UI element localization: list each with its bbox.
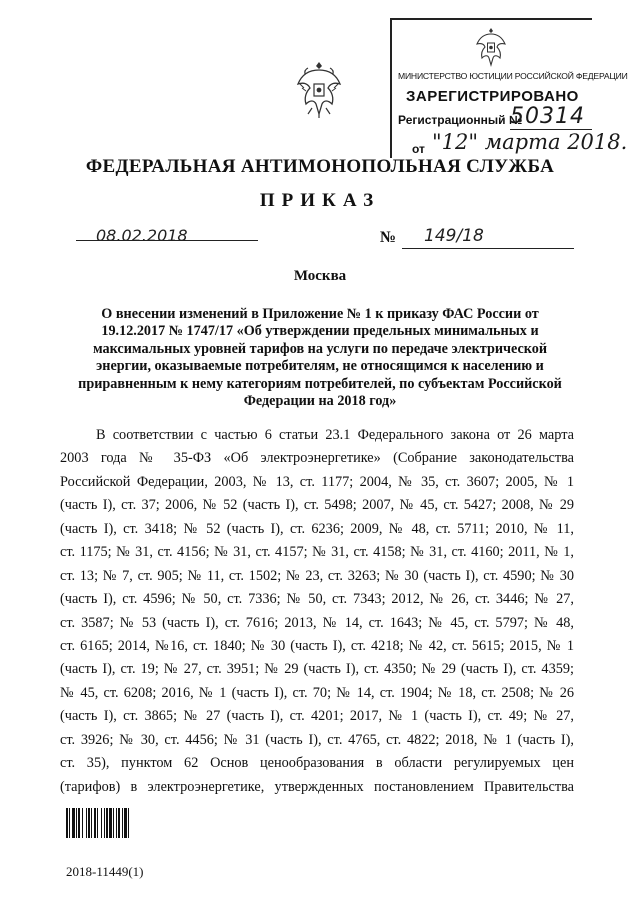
registration-stamp	[390, 18, 628, 158]
body-line: ст. 1175; № 31, ст. 4156; № 31, ст. 4157; № 31, ст. 4158; № 31, ст. 4160; 2011, № 1,	[60, 544, 574, 561]
barcode-bar	[128, 808, 129, 838]
barcode-bar	[122, 808, 123, 838]
body-line: (часть I), ст. 4596; № 50, ст. 7336; № 50, ст. 7343; 2012, № 26, ст. 3446; № 27,	[60, 591, 574, 608]
stamp-date: "12" марта 2018.	[432, 130, 628, 154]
city: Москва	[293, 268, 347, 284]
body-line: (часть I), ст. 3865; № 27 (часть I), ст. 4201; 2017, № 1 (часть I), ст. 49; № 27,	[60, 708, 574, 725]
barcode-bar	[104, 808, 105, 838]
stamp-date-label: от	[412, 142, 425, 156]
title-line: Федерации на 2018 год»	[243, 393, 397, 410]
body-line: Российской Федерации, 2003, № 13, ст. 1177; 2004, № 35, ст. 3607; 2005, № 1	[60, 473, 574, 490]
document-title	[60, 306, 580, 410]
body-line: ст. 6165; 2014, №16, ст. 1840; № 30 (часть I), ст. 4218; № 42, ст. 5615; 2015, № 1	[60, 637, 574, 654]
barcode-bar	[116, 808, 117, 838]
barcode-bar	[78, 808, 80, 838]
barcode-bar	[101, 808, 102, 838]
title-line: приравненным к нему категориям потребителей, по субъектам Российской	[78, 375, 562, 392]
stamp-ministry: МИНИСТЕРСТВО ЮСТИЦИИ РОССИЙСКОЙ ФЕДЕРАЦИИ	[398, 71, 628, 81]
title-line: О внесении изменений в Приложение № 1 к приказу ФАС России от	[101, 306, 539, 322]
barcode-bar	[109, 808, 112, 838]
barcode-bar	[94, 808, 96, 838]
barcode-bar	[118, 808, 120, 838]
stamp-reg-number-label: Регистрационный №	[398, 113, 523, 127]
title-line: энергии, оказываемые потребителям, не относящимся к населению и	[96, 358, 544, 375]
body-line: (тарифов) в электроэнергетике, утвержденных постановлением Правительства	[60, 778, 574, 795]
barcode	[66, 808, 158, 838]
barcode-bar	[124, 808, 127, 838]
body-text	[60, 424, 574, 799]
document-type: ПРИКАЗ	[259, 190, 381, 211]
barcode-bar	[86, 808, 87, 838]
body-line: (часть I), ст. 37; 2006, № 52 (часть I), ст. 5498; 2007, № 45, ст. 5427; 2008, № 29	[60, 497, 574, 514]
body-line: № 45, ст. 6208; 2016, № 1 (часть I), ст. 70; № 14, ст. 1904; № 18, ст. 2508; № 26	[60, 684, 574, 701]
barcode-bar	[106, 808, 108, 838]
barcode-bar	[66, 808, 68, 838]
barcode-bar	[113, 808, 114, 838]
body-line: ст. 3926; № 30, ст. 4456; № 31 (часть I), ст. 4765, ст. 4822; 2018, № 1 (часть I),	[60, 731, 574, 748]
body-line: ст. 13; № 7, ст. 905; № 11, ст. 1502; № 23, ст. 3263; № 30 (часть I), ст. 4590; № 30	[60, 567, 574, 584]
order-date-underline	[76, 240, 258, 241]
number-sign: №	[380, 229, 397, 246]
state-emblem-icon	[294, 58, 344, 120]
barcode-bar	[88, 808, 90, 838]
order-number: 149/18	[424, 226, 484, 246]
stamp-reg-number: 50314	[510, 104, 592, 130]
stamp-emblem-icon	[474, 26, 508, 68]
document-code: 2018-11449(1)	[66, 864, 144, 879]
order-date: 08.02.2018	[96, 226, 188, 245]
stamp-registered: ЗАРЕГИСТРИРОВАНО	[406, 88, 579, 105]
barcode-bar	[72, 808, 75, 838]
agency-name: ФЕДЕРАЛЬНАЯ АНТИМОНОПОЛЬНАЯ СЛУЖБА	[85, 156, 555, 177]
barcode-bar	[91, 808, 92, 838]
body-line: (часть I), ст. 19; № 27, ст. 3951; № 29 (часть I), ст. 4350; № 29 (часть I), ст. 4359;	[60, 661, 574, 678]
order-number-underline	[402, 248, 574, 249]
body-line: 2003 года № 35-ФЗ «Об электроэнергетике» (Собрание законодательства	[60, 450, 574, 467]
title-line: 19.12.2017 № 1747/17 «Об утверждении предельных минимальных и	[101, 323, 539, 340]
barcode-bar	[69, 808, 70, 838]
body-line: ст. 35), пунктом 62 Основ ценообразования в области регулируемых цен	[60, 755, 574, 772]
body-line: (часть I), ст. 3418; № 52 (часть I), ст. 6236; 2009, № 48, ст. 5711; 2010, № 11,	[60, 520, 574, 537]
barcode-bar	[76, 808, 77, 838]
title-line: максимальных уровней тарифов на услуги по передаче электрической	[92, 340, 548, 357]
barcode-bar	[97, 808, 98, 838]
barcode-bar	[82, 808, 83, 838]
body-line: ст. 3587; № 53 (часть I), ст. 7616; 2013, № 14, ст. 1643; № 45, ст. 5797; № 48,	[60, 614, 574, 631]
body-line: В соответствии с частью 6 статьи 23.1 Федерального закона от 26 марта	[96, 427, 574, 443]
